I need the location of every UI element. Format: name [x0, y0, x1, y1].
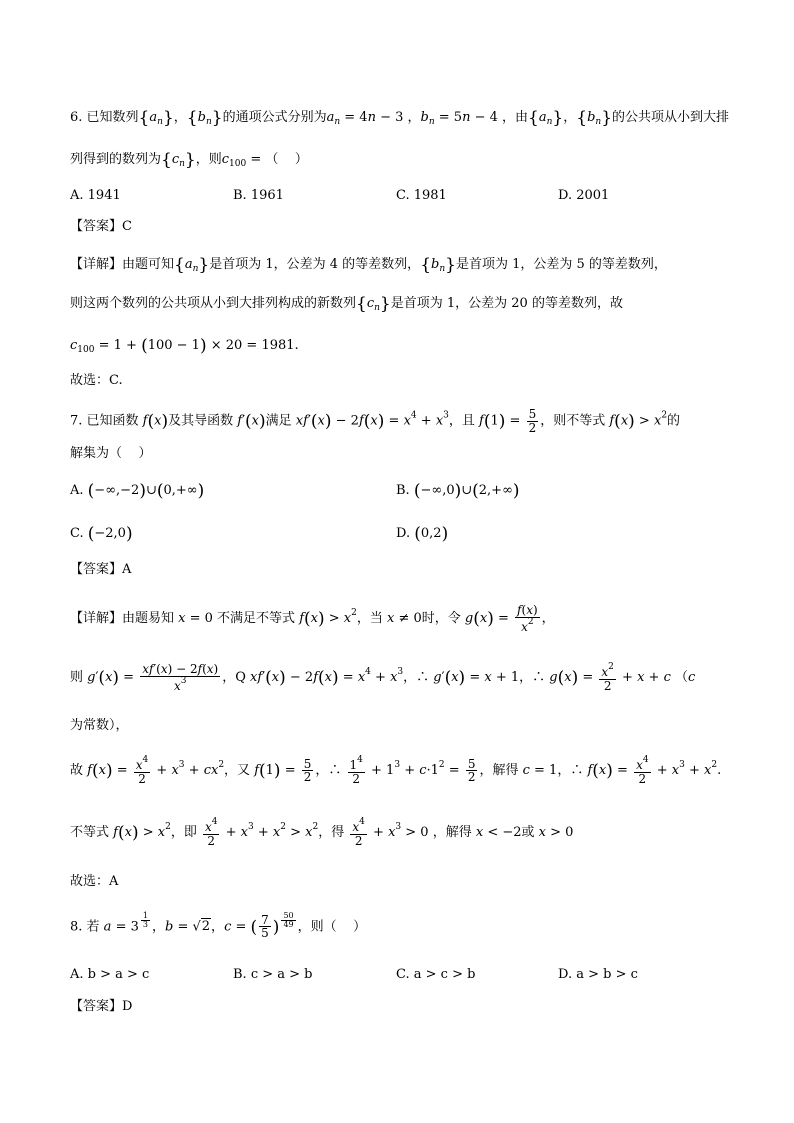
- q6-conclusion: 故选：C.: [70, 373, 123, 388]
- q7-answer: 【答案】A: [70, 562, 132, 577]
- q6-detail-line1: 【详解】由题可知$\{a_n\}$是首项为 1，公差为 4 的等差数列，$\{b_n\}$是首项为 1，公差为 5 的等差数列，: [70, 255, 667, 275]
- q8-answer: 【答案】D: [70, 999, 133, 1014]
- q6-answer: 【答案】C: [70, 219, 132, 234]
- q7-detail-line1: 【详解】由题易知 x = 0 不满足不等式 $f(x) > x^2$，当 x ≠ 0时，令 g(x) = $\frac{f(x)}{x^2}$ ，: [70, 603, 555, 634]
- q7-detail-line5: 不等式 $f(x) > x^2$，即 $\frac{x^4}{2}$ + $x^3 + x^2 > x^2$，得 $\frac{x^4}{2}$ + $x^3 > 0$ ，解得 x < −2或 x > 0: [70, 817, 574, 848]
- q7-detail-line4: 故 f(x) = $\frac{x^4}{2}$ + $x^3 + cx^2$，又 f(1) = $\frac{5}{2}$ ，∴ $\frac{1^4}{2}$ + $1^3 + c\cdot 1^2$ = $\frac{5}{2}$ ，解得 c = 1，∴ f(x) = $\frac{x^4}{2}$ + $x^3 + x^2$.: [70, 755, 722, 786]
- q8-option-a: A. b > a > c: [70, 967, 150, 982]
- q6-option-a: A. 1941: [70, 188, 121, 203]
- q8-option-c: C. a > c > b: [396, 967, 476, 982]
- q7-detail-line2: 则 g′(x) = $\frac{xf'(x) - 2f(x)}{x^3}$ ，Q $xf'(x) - 2f(x) = x^4 + x^3$，∴ g′(x) = x + 1，∴ g(x) = $\frac{x^2}{2}$ + x + c （c: [70, 662, 696, 693]
- q7-stem-line2: 解集为（ ）: [70, 446, 152, 461]
- q6-stem-line2: 列得到的数列为$\{c_n\}$，则$c_{100}$ = （ ）: [70, 150, 308, 170]
- q6-option-c: C. 1981: [396, 188, 447, 203]
- q7-detail-line3: 为常数），: [70, 718, 129, 733]
- q7-option-c: C. (−2,0): [70, 524, 133, 544]
- q7-option-d: D. (0,2): [396, 524, 449, 544]
- q6-option-b: B. 1961: [233, 188, 284, 203]
- q6-option-d: D. 2001: [558, 188, 610, 203]
- q6-detail-line3: $c_{100} = 1 + (100 - 1) \times 20 = 1981$.: [70, 336, 299, 356]
- q7-conclusion: 故选：A: [70, 874, 119, 889]
- q7-stem-line1: 7. 已知函数 f(x)及其导函数 f′(x)满足 $xf'(x) - 2f(x) = x^4 + x^3$，且 f(1) = $\frac{5}{2}$ ，则不等式 $f(x) > x^2$的: [70, 407, 681, 435]
- q7-option-b: B. (−∞,0)∪(2,+∞): [396, 481, 520, 501]
- q6-stem-line1: 6. 已知数列$\{a_n\}$，$\{b_n\}$的通项公式分别为$a_n = 4n - 3$ ，$b_n = 5n - 4$ ，由$\{a_n\}$，$\{b_n\}$的公共项从小到大排: [70, 108, 730, 128]
- q6-detail-line2: 则这两个数列的公共项从小到大排列构成的新数列$\{c_n\}$是首项为 1，公差为 20 的等差数列，故: [70, 294, 623, 314]
- q8-option-b: B. c > a > b: [233, 967, 313, 982]
- q8-stem: 8. 若 a = 3 $^{\frac{1}{3}}$ ，b = √2，c = ( $\frac{7}{5}$ ) $^{\frac{50}{49}}$ ，则（ ）: [70, 911, 367, 941]
- q8-option-d: D. a > b > c: [558, 967, 638, 982]
- q7-option-a: A. (−∞,−2)∪(0,+∞): [70, 481, 205, 501]
